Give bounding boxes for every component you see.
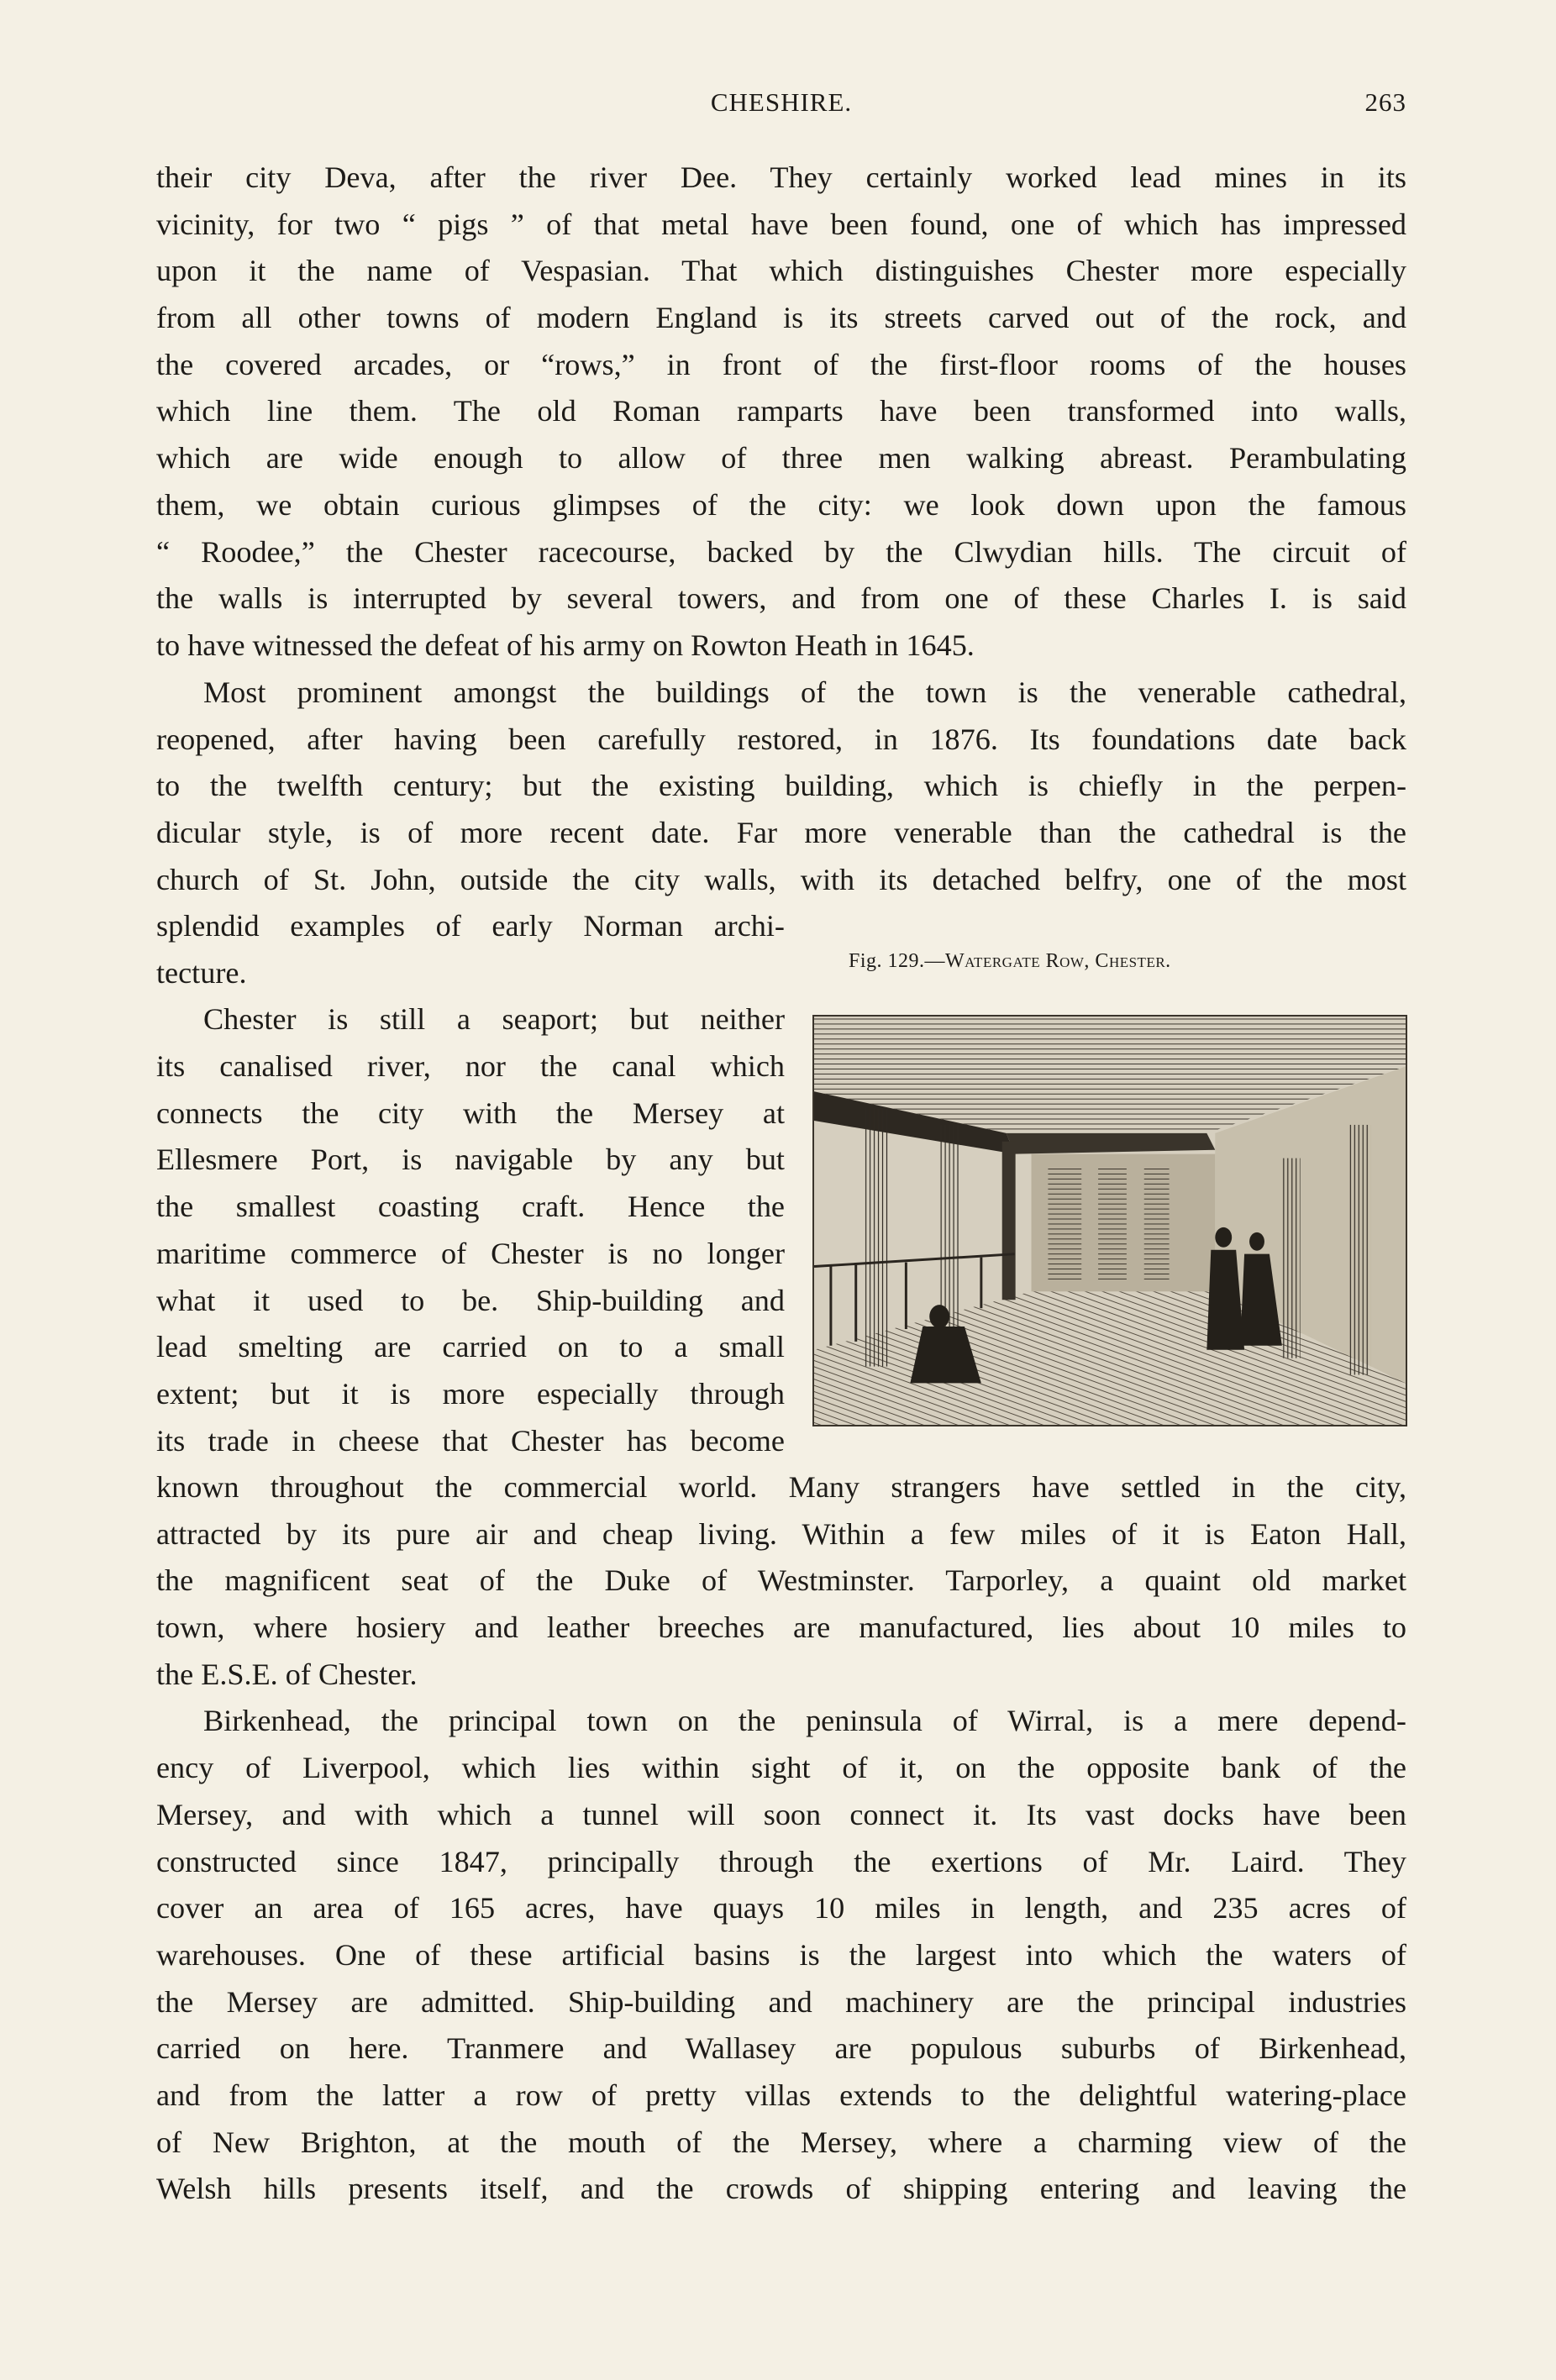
text-line: Most prominent amongst the buildings of the town is the venerable cathedral,	[203, 675, 1406, 709]
text-line: tecture.	[156, 955, 247, 990]
text-line: their city Deva, after the river Dee. They certainly worked lead mines in its	[156, 160, 1406, 194]
text-line: from all other towns of modern England is its streets carved out of the rock, and	[156, 301, 1406, 335]
text-line: church of St. John, outside the city walls, with its detached belfry, one of the most	[156, 862, 1406, 896]
text-line: Chester is still a seaport; but neither	[203, 1002, 785, 1037]
text-line: carried on here. Tranmere and Wallasey are populous suburbs of Birkenhead,	[156, 2031, 1406, 2066]
text-line: the smallest coasting craft. Hence the	[156, 1190, 785, 1224]
watergate-row-engraving	[812, 1015, 1407, 1426]
text-line: Mersey, and with which a tunnel will soon connect it. Its vast docks have been	[156, 1797, 1406, 1831]
text-line: to have witnessed the defeat of his army on Rowton Heath in 1645.	[156, 628, 975, 662]
text-line: what it used to be. Ship-building and	[156, 1283, 785, 1317]
figure-caption-number: Fig. 129.—	[849, 950, 946, 972]
page-number: 263	[1364, 87, 1406, 117]
paragraph-seaport	[156, 903, 785, 1464]
text-line: “ Roodee,” the Chester racecourse, backed by the Clwydian hills. The circuit of	[156, 534, 1406, 569]
paragraph-birkenhead	[156, 1464, 1406, 2213]
paragraph-chester-walls	[156, 155, 1406, 670]
text-line: Ellesmere Port, is navigable by any but	[156, 1143, 785, 1177]
text-line: the Mersey are admitted. Ship-building and machinery are the principal industries	[156, 1984, 1406, 2019]
text-line: the E.S.E. of Chester.	[156, 1657, 418, 1691]
text-line: splendid examples of early Norman archi-	[156, 909, 785, 943]
text-line: reopened, after having been carefully restored, in 1876. Its foundations date back	[156, 722, 1406, 756]
text-line: the covered arcades, or “rows,” in front of the first-floor rooms of the houses	[156, 347, 1406, 381]
text-line: extent; but it is more especially through	[156, 1376, 785, 1411]
text-line: cover an area of 165 acres, have quays 10 miles in length, and 235 acres of	[156, 1891, 1406, 1926]
text-line: lead smelting are carried on to a small	[156, 1330, 785, 1364]
figure-caption-title: Watergate Row, Chester.	[945, 950, 1171, 972]
text-line: them, we obtain curious glimpses of the city: we look down upon the famous	[156, 487, 1406, 522]
text-line: and from the latter a row of pretty villas extends to the delightful watering-place	[156, 2078, 1406, 2112]
text-line: which line them. The old Roman ramparts have been transformed into walls,	[156, 394, 1406, 428]
chapter-title: CHESHIRE.	[710, 87, 853, 117]
text-line: the magnificent seat of the Duke of Westminster. Tarporley, a quaint old market	[156, 1563, 1406, 1598]
figure-caption	[849, 950, 1386, 973]
text-line: constructed since 1847, principally through the exertions of Mr. Laird. They	[156, 1844, 1406, 1878]
paragraph-cathedral	[156, 670, 1406, 903]
text-line: maritime commerce of Chester is no longer	[156, 1236, 785, 1270]
text-line: town, where hosiery and leather breeches are manufactured, lies about 10 miles to	[156, 1610, 1406, 1645]
text-line: the walls is interrupted by several towers, and from one of these Charles I. is said	[156, 581, 1406, 616]
text-line: its canalised river, nor the canal which	[156, 1049, 785, 1084]
text-line: ency of Liverpool, which lies within sight of it, on the opposite bank of the	[156, 1751, 1406, 1785]
running-head	[156, 87, 1406, 128]
text-line: Birkenhead, the principal town on the peninsula of Wirral, is a mere depend-	[203, 1704, 1406, 1738]
engraving-illustration	[814, 1017, 1406, 1425]
text-line: of New Brighton, at the mouth of the Mersey, where a charming view of the	[156, 2125, 1406, 2159]
text-line: to the twelfth century; but the existing building, which is chiefly in the perpen-	[156, 769, 1406, 803]
text-line: known throughout the commercial world. Many strangers have settled in the city,	[156, 1470, 1406, 1504]
text-line: its trade in cheese that Chester has become	[156, 1423, 785, 1458]
text-line: dicular style, is of more recent date. Far more venerable than the cathedral is the	[156, 816, 1406, 850]
text-line: Welsh hills presents itself, and the crowds of shipping entering and leaving the	[156, 2172, 1406, 2206]
text-line: which are wide enough to allow of three men walking abreast. Perambulating	[156, 441, 1406, 475]
text-line: attracted by its pure air and cheap living. Within a few miles of it is Eaton Hall,	[156, 1516, 1406, 1551]
text-line: connects the city with the Mersey at	[156, 1095, 785, 1130]
text-line: warehouses. One of these artificial basins is the largest into which the waters of	[156, 1937, 1406, 1972]
text-line: vicinity, for two “ pigs ” of that metal have been found, one of which has impressed	[156, 207, 1406, 241]
text-line: upon it the name of Vespasian. That which distinguishes Chester more especially	[156, 254, 1406, 288]
